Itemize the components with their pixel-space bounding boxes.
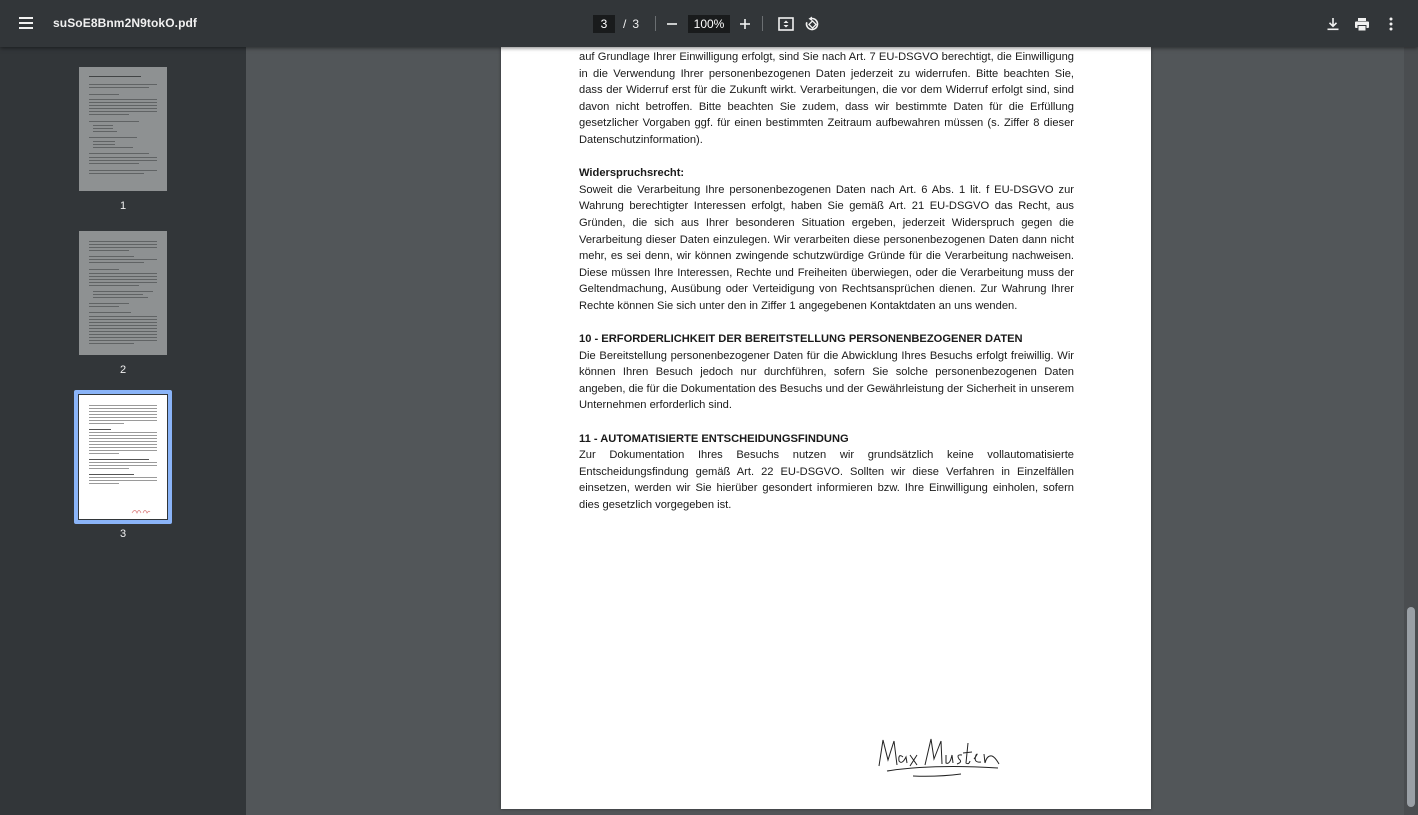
toolbar <box>0 0 1418 47</box>
thumb-line <box>89 432 157 433</box>
section-11-paragraph: Zur Dokumentation Ihres Besuchs nutzen wir grundsätzlich keine vollautomatisierte Entscheidungsfindung gemäß Art. 22 EU-DSGVO. Sollten wir diese Verfahren in Einzelfällen einsetzen, werden wir Sie hierüber gesondert informieren bzw. Ihre Einwilligung einholen, sofern dies gesetzlich vorgegeben ist. <box>579 449 1074 512</box>
objection-right-paragraph: Soweit die Verarbeitung Ihre personenbezogenen Daten nach Art. 6 Abs. 1 lit. f EU-DSGVO zur Wahrung berechtigter Interessen erfolgt, haben Sie gemäß Art. 21 EU-DSGVO das Recht, aus Gründen, die sich aus Ihrer besonderen Situation ergeben, jederzeit Widerspruch gegen die Verarbeitung dieser Daten einzulegen. Wir verarbeiten diese personenbezogenen Daten dann nicht mehr, es sei denn, wir können zwingende schutzwürdige Gründe für die Verarbeitung nachweisen. Diese müssen Ihre Interessen, Rechte und Freiheiten überwiegen, oder die Verarbeitung muss der Geltendmachung, Ausübung oder Verteidigung von Rechtsansprüchen dienen. Zur Wahrung Ihrer Rechte können Sie sich unter den in Ziffer 1 angegebenen Kontaktdaten an uns wenden. <box>579 183 1074 312</box>
thumbnail-shade <box>79 67 167 191</box>
thumbnail-label-3: 3 <box>119 528 127 540</box>
thumbnail-shade <box>79 231 167 355</box>
thumb-line <box>89 468 129 469</box>
document-title: suSoE8Bnm2N9tokO.pdf <box>53 16 198 30</box>
thumb-line <box>89 429 111 430</box>
thumb-line <box>89 444 157 445</box>
thumb-line <box>89 411 157 412</box>
rotate-button[interactable] <box>801 13 823 35</box>
thumb-line <box>89 414 157 415</box>
thumbnail-label-2: 2 <box>119 364 127 376</box>
thumb-line <box>89 405 157 406</box>
toolbar-divider <box>655 16 656 31</box>
scrollbar-thumb[interactable] <box>1407 607 1415 807</box>
thumb-line <box>89 462 157 463</box>
thumb-line <box>89 441 157 442</box>
vertical-scrollbar[interactable] <box>1404 47 1418 815</box>
pdf-page <box>501 47 1151 809</box>
fit-to-page-button[interactable] <box>775 13 797 35</box>
thumb-line <box>89 474 134 475</box>
consent-revocation-paragraph: auf Grundlage Ihrer Einwilligung erfolgt, sind Sie nach Art. 7 EU-DSGVO berechtigt, die Einwilligung in die Verwendung Ihrer personenbezogenen Daten jederzeit zu widerrufen. Bitte beachten Sie, dass der Widerruf erst für die Zukunft wirkt. Verarbeitungen, die vor dem Widerruf erfolgt sind, sind davon nicht betroffen. Bitte beachten Sie zudem, dass wir bestimmte Daten für die Erfüllung gesetzlicher Vorgaben ggf. für einen bestimmten Zeitraum aufbewahren müssen (s. Ziffer 8 dieser Datenschutzinformation). <box>579 51 1074 146</box>
page-thumbnail-1[interactable] <box>79 67 167 191</box>
thumb-line <box>89 420 157 421</box>
minus-icon <box>666 18 678 30</box>
page-navigator <box>593 15 639 33</box>
objection-right-section <box>579 165 1074 314</box>
section-11 <box>579 431 1074 514</box>
thumb-line <box>89 447 157 448</box>
page-thumbnail-3[interactable] <box>79 395 167 519</box>
thumb-line <box>89 465 157 466</box>
print-icon <box>1354 17 1370 32</box>
hamburger-menu-icon <box>18 16 34 30</box>
zoom-out-button[interactable] <box>662 14 682 34</box>
thumb-line <box>89 459 149 460</box>
toolbar-divider <box>762 16 763 31</box>
signature-thumbnail-icon <box>131 507 151 515</box>
page-text <box>579 49 1074 530</box>
menu-button[interactable] <box>12 9 40 37</box>
page-number-input[interactable] <box>593 15 615 33</box>
thumbnail-sidebar <box>0 47 246 815</box>
section-10-heading: 10 - ERFORDERLICHKEIT DER BEREITSTELLUNG PERSONENBEZOGENER DATEN <box>579 333 1023 346</box>
thumb-line <box>89 480 157 481</box>
rotate-counterclockwise-icon <box>804 16 820 32</box>
zoom-level-input[interactable] <box>688 15 730 33</box>
zoom-in-button[interactable] <box>735 14 755 34</box>
thumb-line <box>89 477 157 478</box>
thumb-line <box>89 483 119 484</box>
section-10 <box>579 331 1074 414</box>
thumb-line <box>89 450 157 451</box>
fit-page-icon <box>778 17 794 31</box>
total-pages: 3 <box>632 17 640 31</box>
objection-right-heading: Widerspruchsrecht: <box>579 167 685 180</box>
thumb-line <box>89 423 124 424</box>
section-11-heading: 11 - AUTOMATISIERTE ENTSCHEIDUNGSFINDUNG <box>579 432 849 445</box>
thumb-line <box>89 453 119 454</box>
thumb-line <box>89 417 157 418</box>
print-button[interactable] <box>1351 13 1373 35</box>
download-icon <box>1326 17 1340 31</box>
more-vertical-icon <box>1389 17 1393 31</box>
thumb-line <box>89 438 157 439</box>
page-thumbnail-2[interactable] <box>79 231 167 355</box>
handwritten-signature <box>873 733 1003 793</box>
plus-icon <box>739 18 751 30</box>
thumb-line <box>89 435 157 436</box>
section-10-paragraph: Die Bereitstellung personenbezogener Daten für die Abwicklung Ihres Besuchs erfolgt freiwillig. Wir können Ihren Besuch jedoch nur durchführen, sofern Sie solche personenbezogenen Daten angeben, die für die Dokumentation des Besuchs und der Gewährleistung der Sicherheit in unserem Unternehmen erforderlich sind. <box>579 349 1074 412</box>
thumb-line <box>89 408 157 409</box>
more-options-button[interactable] <box>1381 13 1401 35</box>
page-separator: / <box>623 17 627 31</box>
thumbnail-label-1: 1 <box>119 200 127 212</box>
download-button[interactable] <box>1322 13 1344 35</box>
